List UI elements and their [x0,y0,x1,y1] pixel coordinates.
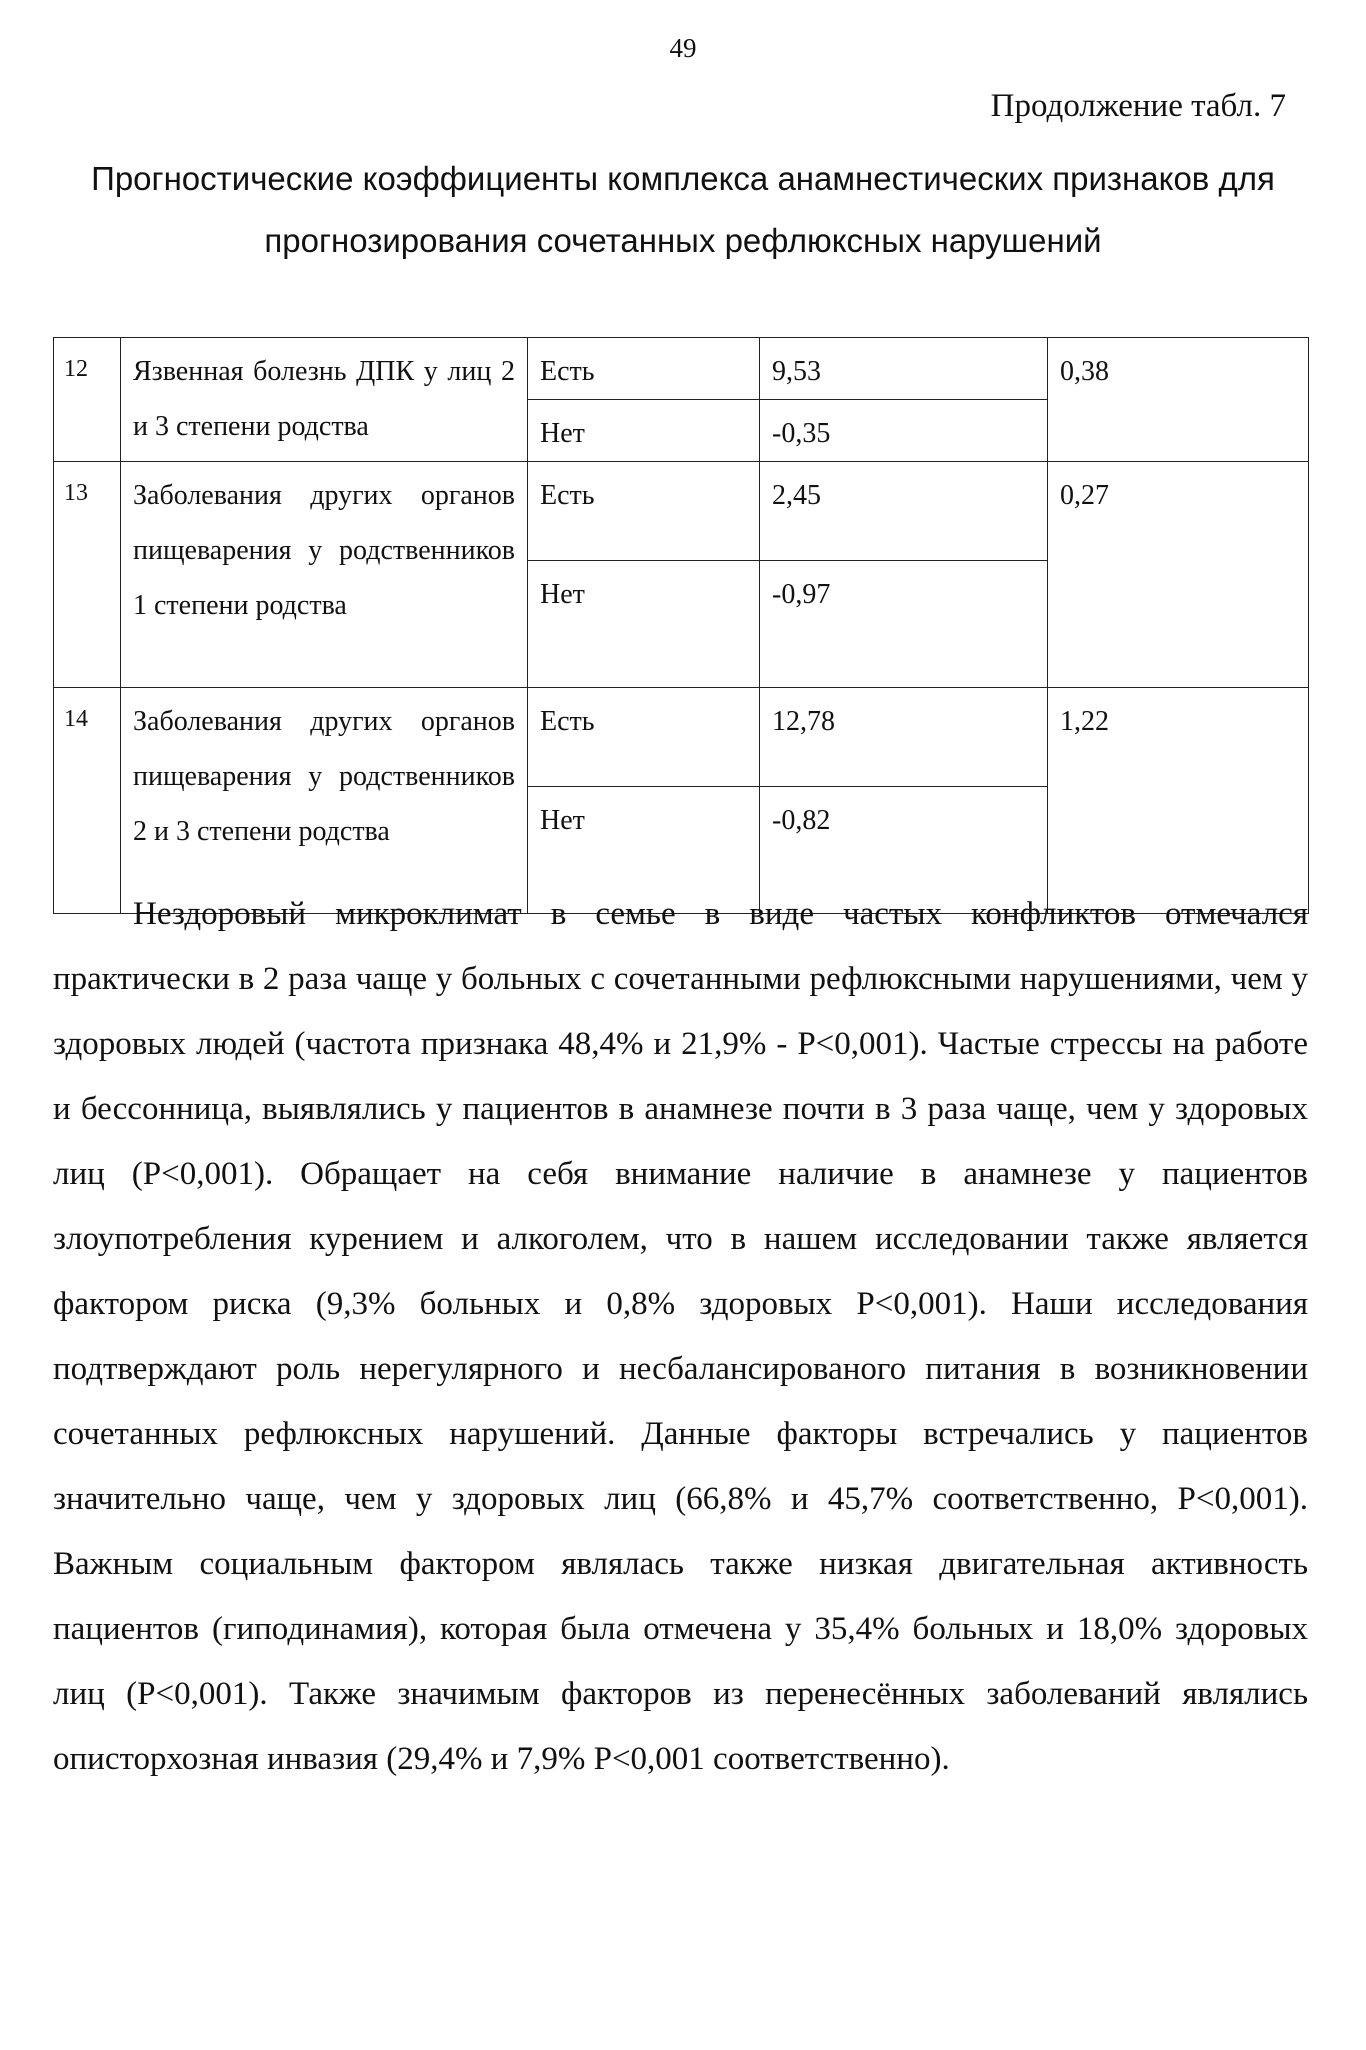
table-title-line-2: прогнозирования сочетанных рефлюксных нарушений [264,222,1102,259]
feature-name: Заболевания других органов пищеварения у родственников 2 и 3 степени родства [121,688,528,914]
coef-no: -0,82 [760,787,1048,914]
row-number: 13 [54,462,121,688]
information-value: 0,27 [1048,462,1309,688]
coefficients-table [53,337,1309,914]
row-number: 12 [54,338,121,462]
information-value: 1,22 [1048,688,1309,914]
table-title [40,148,1326,272]
coef-yes: 2,45 [760,462,1048,561]
table-row [54,338,1309,400]
value-yes: Есть [528,462,760,561]
table-title-line-1: Прогностические коэффициенты комплекса анамнестических признаков для [91,160,1275,197]
value-no: Нет [528,561,760,688]
value-yes: Есть [528,338,760,400]
table-continuation-label: Продолжение табл. 7 [990,88,1286,124]
feature-name: Заболевания других органов пищеварения у родственников 1 степени родства [121,462,528,688]
body-paragraph: Нездоровый микроклимат в семье в виде частых конфликтов отмечался практически в 2 раза чаще у больных с сочетанными рефлюксными нарушениями, чем у здоровых людей (частота признака 48,4% и 21,9% - P<0,001). Частые стрессы на работе и бессонница, выявлялись у пациентов в анамнезе почти в 3 раза чаще, чем у здоровых лиц (P<0,001). Обращает на себя внимание наличие в анамнезе у пациентов злоупотребления курением и алкоголем, что в нашем исследовании также является фактором риска (9,3% больных и 0,8% здоровых P<0,001). Наши исследования подтверждают роль нерегулярного и несбалансированого питания в возникновении сочетанных рефлюксных нарушений. Данные факторы встречались у пациентов значительно чаще, чем у здоровых лиц (66,8% и 45,7% соответственно, P<0,001). Важным социальным фактором являлась также низкая двигательная активность пациентов (гиподинамия), которая была отмечена у 35,4% больных и 18,0% здоровых лиц (P<0,001). Также значимым факторов из перенесённых заболеваний являлись описторхозная инвазия (29,4% и 7,9% P<0,001 соответственно). [53,896,1308,1777]
page-number: 49 [669,33,697,63]
row-number: 14 [54,688,121,914]
coef-no: -0,97 [760,561,1048,688]
coef-no: -0,35 [760,400,1048,462]
feature-name: Язвенная болезнь ДПК у лиц 2 и 3 степени родства [121,338,528,462]
value-no: Нет [528,787,760,914]
value-no: Нет [528,400,760,462]
coef-yes: 9,53 [760,338,1048,400]
table-row [54,462,1309,561]
coef-yes: 12,78 [760,688,1048,787]
value-yes: Есть [528,688,760,787]
information-value: 0,38 [1048,338,1309,462]
table-row [54,688,1309,787]
